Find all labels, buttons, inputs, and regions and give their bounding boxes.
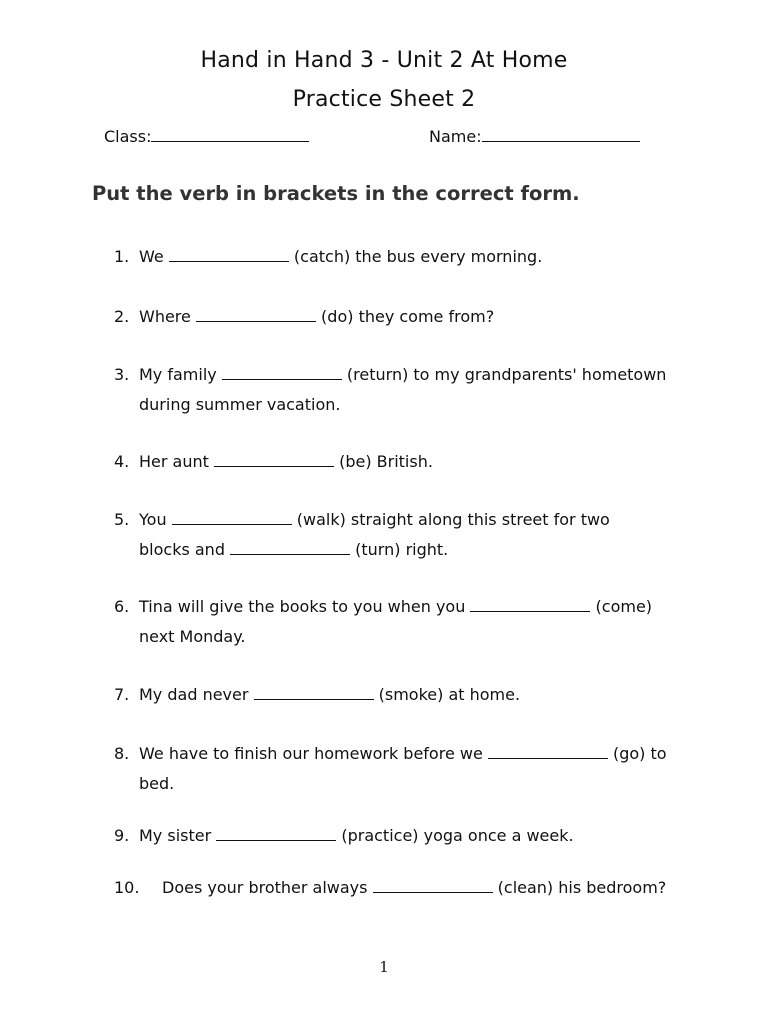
instruction-text: Put the verb in brackets in the correct form. — [92, 182, 580, 205]
answer-blank-2[interactable] — [230, 540, 350, 555]
question-7 — [114, 680, 520, 710]
answer-blank[interactable] — [373, 878, 493, 893]
question-number: 6. — [114, 597, 130, 616]
question-5 — [114, 505, 610, 565]
question-9 — [114, 821, 574, 851]
question-number: 8. — [114, 744, 130, 763]
question-text-pre: My family — [139, 365, 222, 384]
question-number: 2. — [114, 307, 130, 326]
question-text-post: (go) to — [607, 744, 667, 763]
answer-blank[interactable] — [488, 744, 608, 759]
question-text-pre: Does your brother always — [162, 878, 373, 897]
class-blank[interactable] — [151, 126, 309, 142]
name-field — [429, 126, 640, 146]
question-2 — [114, 302, 494, 332]
question-text-line2: during summer vacation. — [139, 395, 341, 414]
question-text-pre: We — [139, 247, 169, 266]
name-label: Name: — [429, 127, 482, 146]
question-number: 9. — [114, 826, 130, 845]
question-number: 1. — [114, 247, 130, 266]
answer-blank[interactable] — [222, 365, 342, 380]
answer-blank[interactable] — [196, 307, 316, 322]
question-text-pre: We have to finish our homework before we — [139, 744, 488, 763]
question-number: 7. — [114, 685, 130, 704]
question-text-pre: Where — [139, 307, 196, 326]
page-number: 1 — [379, 958, 389, 976]
question-3 — [114, 360, 666, 420]
question-text-line2: next Monday. — [139, 627, 246, 646]
question-text-post: (clean) his bedroom? — [492, 878, 667, 897]
question-text-post: (be) British. — [333, 452, 433, 471]
question-text-post: (come) — [590, 597, 653, 616]
answer-blank[interactable] — [216, 826, 336, 841]
question-text-line2-post: (turn) right. — [350, 540, 449, 559]
answer-blank[interactable] — [214, 452, 334, 467]
answer-blank[interactable] — [172, 510, 292, 525]
name-blank[interactable] — [482, 126, 640, 142]
question-number: 5. — [114, 510, 130, 529]
question-text-pre: Her aunt — [139, 452, 214, 471]
answer-blank[interactable] — [254, 685, 374, 700]
question-text-line2-pre: blocks and — [139, 540, 231, 559]
question-text-pre: My sister — [139, 826, 217, 845]
worksheet-subtitle: Practice Sheet 2 — [292, 87, 476, 112]
worksheet-title: Hand in Hand 3 - Unit 2 At Home — [200, 48, 568, 73]
question-text-pre: Tina will give the books to you when you — [139, 597, 471, 616]
question-6 — [114, 592, 652, 652]
question-text-post: (catch) the bus every morning. — [288, 247, 543, 266]
question-text-post: (smoke) at home. — [373, 685, 521, 704]
answer-blank[interactable] — [470, 597, 590, 612]
question-text-line2: bed. — [139, 774, 175, 793]
question-text-post: (practice) yoga once a week. — [336, 826, 574, 845]
question-text-post: (walk) straight along this street for two — [291, 510, 610, 529]
question-8 — [114, 739, 667, 799]
question-text-pre: My dad never — [139, 685, 254, 704]
question-text-pre: You — [139, 510, 172, 529]
question-number: 4. — [114, 452, 130, 471]
question-10 — [114, 873, 666, 903]
question-4 — [114, 447, 433, 477]
question-text-post: (return) to my grandparents' hometown — [341, 365, 667, 384]
answer-blank[interactable] — [169, 247, 289, 262]
class-field — [104, 126, 309, 146]
class-label: Class: — [104, 127, 152, 146]
question-text-post: (do) they come from? — [315, 307, 495, 326]
question-number: 10. — [114, 878, 140, 897]
question-1 — [114, 242, 542, 272]
question-number: 3. — [114, 365, 130, 384]
